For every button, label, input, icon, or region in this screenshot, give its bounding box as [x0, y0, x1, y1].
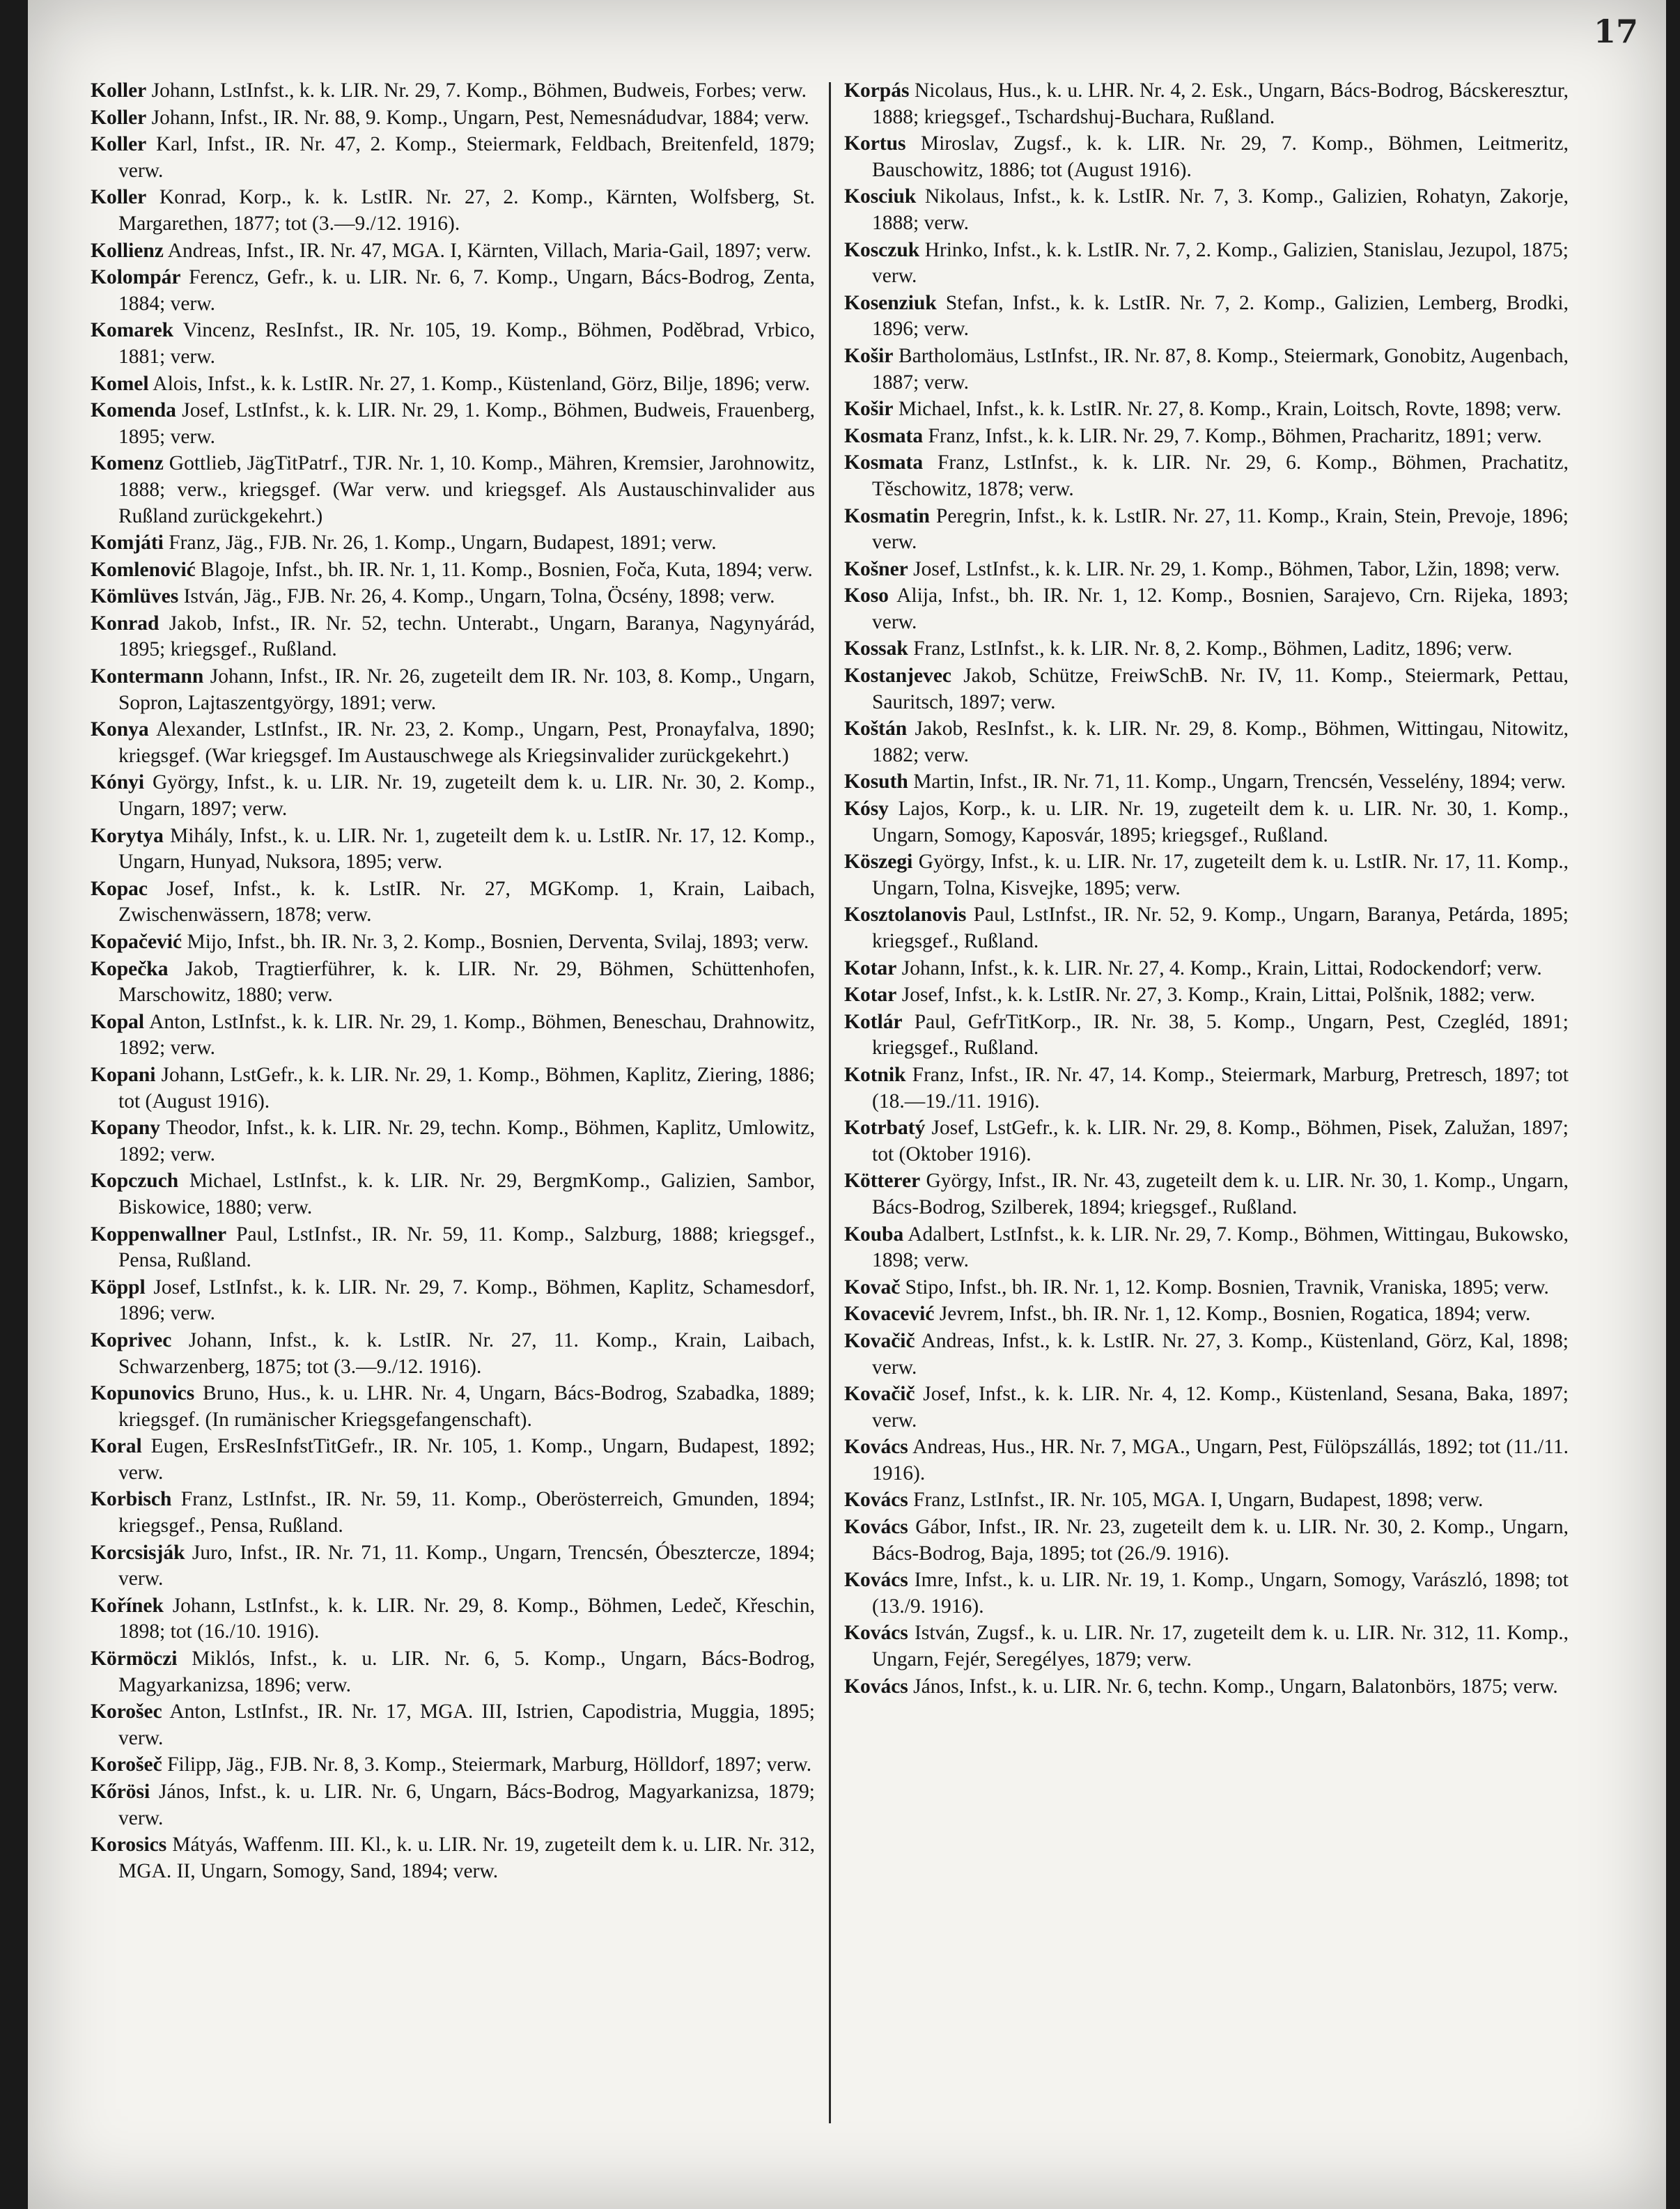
entry-details: Stefan, Infst., k. k. LstIR. Nr. 7, 2. Komp., Galizien, Lemberg, Brodki, 1896; verw. [872, 291, 1569, 341]
casualty-entry [91, 770, 815, 822]
casualty-entry [844, 1487, 1569, 1514]
entry-details: György, Infst., k. u. LIR. Nr. 17, zugeteilt dem k. u. LstIR. Nr. 17, 11. Komp., Ungarn, Tolna, Kisvejke, 1895; verw. [872, 851, 1569, 899]
entry-surname: Komarek [91, 319, 174, 342]
casualty-entry [91, 823, 815, 876]
entry-surname: Kopczuch [91, 1170, 179, 1193]
casualty-entry [844, 902, 1569, 954]
entry-surname: Kovács [844, 1489, 908, 1512]
entry-surname: Kossak [844, 637, 908, 660]
casualty-entry [91, 265, 815, 317]
entry-surname: Kollienz [91, 239, 164, 262]
column-divider [829, 82, 831, 2123]
entry-details: Johann, Infst., k. k. LstIR. Nr. 27, 11. Komp., Krain, Laibach, Schwarzenberg, 1875; tot (3.—9./12. 1916). [118, 1328, 815, 1378]
entry-details: Franz, LstInfst., k. k. LIR. Nr. 29, 6. Komp., Böhmen, Prachatitz, Těschowitz, 1878; verw. [872, 451, 1569, 500]
entry-details: Franz, Infst., IR. Nr. 47, 14. Komp., Steiermark, Marburg, Pretresch, 1897; tot (18.—19./11. 1916). [872, 1063, 1569, 1113]
entry-details: Andreas, Infst., k. k. LstIR. Nr. 27, 3. Komp., Küstenland, Görz, Kal, 1898; verw. [872, 1329, 1569, 1379]
entry-surname: Kosmata [844, 424, 924, 447]
entry-surname: Kopany [91, 1117, 161, 1140]
entry-surname: Kovács [844, 1569, 908, 1592]
entry-surname: Kömlüves [91, 585, 179, 608]
entry-details: Franz, LstInfst., k. k. LIR. Nr. 8, 2. Komp., Böhmen, Laditz, 1896; verw. [908, 637, 1513, 660]
entry-surname: Komenda [91, 399, 176, 422]
casualty-entry [844, 1275, 1569, 1301]
entry-details: Andreas, Infst., IR. Nr. 47, MGA. I, Kärnten, Villach, Maria-Gail, 1897; verw. [163, 239, 811, 262]
casualty-entry [844, 769, 1569, 796]
entry-surname: Kostanjevec [844, 665, 952, 688]
entry-surname: Kosenziuk [844, 291, 937, 314]
casualty-entry [844, 1222, 1569, 1274]
casualty-entry [844, 1062, 1569, 1115]
entry-details: Jevrem, Infst., bh. IR. Nr. 1, 12. Komp., Bosnien, Rogatica, 1894; verw. [934, 1303, 1531, 1326]
entry-details: Mijo, Infst., bh. IR. Nr. 3, 2. Komp., Bosnien, Derventa, Svilaj, 1893; verw. [182, 931, 809, 953]
entry-surname: Kovač [844, 1276, 901, 1299]
casualty-entry [91, 1168, 815, 1220]
entry-surname: Koso [844, 584, 889, 607]
document-page [28, 0, 1666, 2209]
entry-details: Nicolaus, Hus., k. u. LHR. Nr. 4, 2. Esk., Ungarn, Bács-Bodrog, Bácskeresztur, 1888; kriegsgef., Tschardshuj-Buchara, Rußland. [872, 79, 1569, 128]
casualty-entry [844, 1328, 1569, 1381]
casualty-entry [91, 105, 815, 132]
entry-details: Mátyás, Waffenm. III. Kl., k. u. LIR. Nr. 19, zugeteilt dem k. u. LIR. Nr. 312, MGA. II, Ungarn, Somogy, Sand, 1894; verw. [118, 1834, 815, 1882]
entry-surname: Kosmata [844, 451, 924, 474]
casualty-entry [91, 185, 815, 237]
entry-details: Stipo, Infst., bh. IR. Nr. 1, 12. Komp. Bosnien, Travnik, Vraniska, 1895; verw. [900, 1276, 1549, 1299]
entry-surname: Koller [91, 79, 147, 102]
casualty-entry [844, 424, 1569, 450]
casualty-entry [91, 398, 815, 450]
casualty-entry [91, 132, 815, 184]
casualty-entry [91, 1062, 815, 1115]
entry-details: Mihály, Infst., k. u. LIR. Nr. 1, zugeteilt dem k. u. LstIR. Nr. 17, 12. Komp., Ungarn, Hunyad, Nuksora, 1895; verw. [118, 824, 815, 874]
casualty-entry [91, 1752, 815, 1778]
casualty-entry [91, 1115, 815, 1168]
casualty-entry [844, 1567, 1569, 1620]
casualty-entry [844, 343, 1569, 396]
casualty-entry [91, 584, 815, 610]
left-column [91, 78, 815, 1885]
entry-surname: Korpás [844, 79, 910, 102]
entry-details: Theodor, Infst., k. k. LIR. Nr. 29, techn. Komp., Böhmen, Kaplitz, Umlowitz, 1892; verw. [118, 1117, 815, 1165]
entry-details: Jakob, ResInfst., k. k. LIR. Nr. 29, 8. Komp., Böhmen, Wittingau, Nitowitz, 1882; verw. [872, 718, 1569, 766]
entry-surname: Konya [91, 718, 149, 741]
casualty-entry [91, 371, 815, 398]
entry-details: Juro, Infst., IR. Nr. 71, 11. Komp., Ungarn, Trencsén, Óbesztercze, 1894; verw. [118, 1541, 815, 1590]
entry-details: János, Infst., k. u. LIR. Nr. 6, techn. Komp., Ungarn, Balatonbörs, 1875; verw. [908, 1675, 1558, 1698]
casualty-entry [91, 451, 815, 529]
entry-surname: Komlenović [91, 558, 196, 581]
entry-details: Franz, LstInfst., IR. Nr. 59, 11. Komp., Oberösterreich, Gmunden, 1894; kriegsgef., Pensa, Rußland. [118, 1488, 815, 1537]
entry-details: Paul, LstInfst., IR. Nr. 59, 11. Komp., Salzburg, 1888; kriegsgef., Pensa, Rußland. [118, 1223, 815, 1272]
casualty-entry [844, 1620, 1569, 1673]
casualty-entry [91, 1487, 815, 1539]
entry-details: Josef, LstGefr., k. k. LIR. Nr. 29, 8. Komp., Böhmen, Pisek, Zalužan, 1897; tot (Oktober 1916). [872, 1117, 1569, 1165]
entry-details: Michael, LstInfst., k. k. LIR. Nr. 29, BergmKomp., Galizien, Sambor, Biskowice, 1880; verw. [118, 1170, 815, 1218]
entry-surname: Köppl [91, 1276, 146, 1299]
entry-details: Franz, Infst., k. k. LIR. Nr. 29, 7. Komp., Böhmen, Pracharitz, 1891; verw. [923, 424, 1542, 447]
entry-details: Paul, GefrTitKorp., IR. Nr. 38, 5. Komp., Ungarn, Pest, Czegléd, 1891; kriegsgef., Rußland. [872, 1010, 1569, 1060]
entry-details: György, Infst., k. u. LIR. Nr. 19, zugeteilt dem k. u. LIR. Nr. 30, 2. Komp., Ungarn, 1897; verw. [118, 771, 815, 821]
casualty-entry [91, 1646, 815, 1698]
entry-surname: Kotar [844, 956, 897, 979]
entry-surname: Kopunovics [91, 1382, 195, 1405]
casualty-entry [844, 1009, 1569, 1062]
entry-surname: Komel [91, 372, 149, 395]
casualty-entry [844, 396, 1569, 423]
entry-details: Johann, Infst., IR. Nr. 26, zugeteilt dem IR. Nr. 103, 8. Komp., Ungarn, Sopron, Lajtaszentgyörgy, 1891; verw. [118, 665, 815, 714]
entry-details: Alija, Infst., bh. IR. Nr. 1, 12. Komp., Bosnien, Sarajevo, Crn. Rijeka, 1893; verw. [872, 584, 1569, 633]
casualty-entry [844, 716, 1569, 768]
entry-surname: Kovačič [844, 1329, 915, 1352]
entry-details: Ferencz, Gefr., k. u. LIR. Nr. 6, 7. Komp., Ungarn, Bács-Bodrog, Zenta, 1884; verw. [118, 266, 815, 315]
entry-surname: Kopac [91, 877, 148, 900]
entry-surname: Kovačič [844, 1383, 915, 1406]
casualty-entry [91, 238, 815, 265]
entry-surname: Koprivec [91, 1328, 172, 1351]
entry-surname: Kovács [844, 1436, 908, 1459]
entry-surname: Kopečka [91, 957, 169, 980]
entry-details: Peregrin, Infst., k. k. LstIR. Nr. 27, 11. Komp., Krain, Stein, Prevoje, 1896; verw. [872, 504, 1569, 554]
casualty-entry [844, 504, 1569, 556]
entry-details: Lajos, Korp., k. u. LIR. Nr. 19, zugeteilt dem k. u. LIR. Nr. 30, 1. Komp., Ungarn, Somogy, Kaposvár, 1895; kriegsgef., Rußland. [872, 798, 1569, 846]
casualty-entry [91, 557, 815, 584]
casualty-entry [91, 611, 815, 663]
casualty-entry [91, 1328, 815, 1380]
casualty-entry [91, 1779, 815, 1831]
casualty-entry [844, 663, 1569, 715]
casualty-entry [91, 956, 815, 1009]
casualty-entry [91, 1381, 815, 1433]
entry-details: Miroslav, Zugsf., k. k. LIR. Nr. 29, 7. Komp., Böhmen, Leitmeritz, Bauschowitz, 1886; tot (August 1916). [872, 132, 1569, 181]
entry-surname: Kosczuk [844, 238, 920, 261]
entry-surname: Korošec [91, 1700, 162, 1723]
casualty-entry [91, 318, 815, 370]
entry-surname: Kortus [844, 132, 906, 155]
entry-details: Johann, Infst., IR. Nr. 88, 9. Komp., Ungarn, Pest, Nemesnádudvar, 1884; verw. [146, 106, 809, 129]
entry-details: Johann, LstInfst., k. k. LIR. Nr. 29, 8. Komp., Böhmen, Ledeč, Křeschin, 1898; tot (16./10. 1916). [118, 1594, 815, 1643]
entry-details: István, Zugsf., k. u. LIR. Nr. 17, zugeteilt dem k. u. LIR. Nr. 312, 11. Komp., Ungarn, Fejér, Seregélyes, 1879; verw. [872, 1622, 1569, 1671]
casualty-entry [844, 1434, 1569, 1487]
right-column [844, 78, 1569, 1700]
casualty-entry [91, 1699, 815, 1751]
entry-surname: Koral [91, 1435, 142, 1458]
entry-details: Bruno, Hus., k. u. LHR. Nr. 4, Ungarn, Bács-Bodrog, Szabadka, 1889; kriegsgef. (In rumänischer Kriegsgefangenschaft). [118, 1382, 815, 1431]
entry-surname: Kosuth [844, 770, 908, 793]
entry-details: Alexander, LstInfst., IR. Nr. 23, 2. Komp., Ungarn, Pest, Pronayfalva, 1890; kriegsgef. (War kriegsgef. Im Austauschwege als Kriegsinvalider zurückgekehrt.) [118, 718, 815, 767]
entry-details: Bartholomäus, LstInfst., IR. Nr. 87, 8. Komp., Steiermark, Gonobitz, Augenbach, 1887; verw. [872, 344, 1569, 394]
casualty-entry [844, 1381, 1569, 1434]
entry-surname: Kopani [91, 1063, 156, 1086]
entry-surname: Korbisch [91, 1488, 172, 1511]
entry-details: Franz, Jäg., FJB. Nr. 26, 1. Komp., Ungarn, Budapest, 1891; verw. [163, 532, 717, 555]
casualty-entry [91, 1593, 815, 1645]
entry-surname: Kotnik [844, 1063, 906, 1086]
entry-surname: Komenz [91, 452, 164, 475]
casualty-entry [844, 78, 1569, 130]
entry-surname: Kontermann [91, 665, 204, 688]
entry-details: Johann, LstGefr., k. k. LIR. Nr. 29, 1. Komp., Böhmen, Kaplitz, Ziering, 1886; tot (August 1916). [118, 1063, 815, 1113]
casualty-entry [91, 717, 815, 769]
casualty-entry [844, 131, 1569, 183]
casualty-entry [844, 290, 1569, 343]
entry-details: Miklós, Infst., k. u. LIR. Nr. 6, 5. Komp., Ungarn, Bács-Bodrog, Magyarkanizsa, 1896; verw. [118, 1648, 815, 1696]
entry-surname: Kouba [844, 1223, 904, 1246]
entry-details: Alois, Infst., k. k. LstIR. Nr. 27, 1. Komp., Küstenland, Görz, Bilje, 1896; verw. [148, 372, 810, 395]
casualty-entry [844, 982, 1569, 1009]
casualty-entry [844, 557, 1569, 583]
casualty-entry [844, 796, 1569, 848]
casualty-entry [91, 1540, 815, 1592]
casualty-entry [91, 1434, 815, 1486]
entry-surname: Kósy [844, 798, 889, 821]
entry-surname: Komjáti [91, 532, 164, 555]
entry-details: Josef, LstInfst., k. k. LIR. Nr. 29, 7. Komp., Böhmen, Kaplitz, Schamesdorf, 1896; verw. [118, 1276, 815, 1325]
entry-surname: Košir [844, 398, 894, 421]
entry-details: Josef, LstInfst., k. k. LIR. Nr. 29, 1. Komp., Böhmen, Tabor, Lžin, 1898; verw. [908, 557, 1560, 580]
casualty-entry [91, 530, 815, 557]
casualty-entry [844, 956, 1569, 982]
entry-details: Vincenz, ResInfst., IR. Nr. 105, 19. Komp., Böhmen, Poděbrad, Vrbico, 1881; verw. [118, 319, 815, 368]
casualty-entry [844, 1115, 1569, 1168]
entry-details: Paul, LstInfst., IR. Nr. 52, 9. Komp., Ungarn, Baranya, Petárda, 1895; kriegsgef., Rußland. [872, 904, 1569, 952]
casualty-entry [844, 636, 1569, 662]
entry-surname: Korošeč [91, 1753, 162, 1776]
entry-surname: Kötterer [844, 1170, 921, 1193]
entry-details: Michael, Infst., k. k. LstIR. Nr. 27, 8. Komp., Krain, Loitsch, Rovte, 1898; verw. [893, 398, 1562, 421]
entry-details: Adalbert, LstInfst., k. k. LIR. Nr. 29, 7. Komp., Böhmen, Wittingau, Bukowsko, 1898; verw. [872, 1223, 1569, 1272]
entry-surname: Kovacević [844, 1303, 935, 1326]
entry-details: Franz, LstInfst., IR. Nr. 105, MGA. I, Ungarn, Budapest, 1898; verw. [908, 1489, 1484, 1512]
entry-details: Johann, LstInfst., k. k. LIR. Nr. 29, 7. Komp., Böhmen, Budweis, Forbes; verw. [146, 79, 807, 102]
casualty-entry [91, 664, 815, 716]
entry-surname: Koller [91, 133, 147, 156]
entry-surname: Kotar [844, 984, 897, 1007]
entry-surname: Koštán [844, 718, 908, 741]
casualty-entry [844, 1168, 1569, 1220]
entry-surname: Kovács [844, 1675, 908, 1698]
entry-surname: Koller [91, 106, 147, 129]
entry-details: Gottlieb, JägTitPatrf., TJR. Nr. 1, 10. Komp., Mähren, Kremsier, Jarohnowitz, 1888; verw., kriegsgef. (War verw. und kriegsgef. Als Austauschinvalider aus Rußland zurückgekehrt.) [118, 452, 815, 527]
entry-details: Nikolaus, Infst., k. k. LstIR. Nr. 7, 3. Komp., Galizien, Rohatyn, Zakorje, 1888; verw. [872, 185, 1569, 234]
casualty-entry [91, 929, 815, 956]
entry-surname: Kotrbatý [844, 1117, 926, 1140]
entry-details: Jakob, Schütze, FreiwSchB. Nr. IV, 11. Komp., Steiermark, Pettau, Sauritsch, 1897; verw. [872, 665, 1569, 713]
entry-surname: Kolompár [91, 266, 181, 289]
entry-details: Anton, LstInfst., k. k. LIR. Nr. 29, 1. Komp., Böhmen, Beneschau, Drahnowitz, 1892; verw. [118, 1010, 815, 1060]
entry-surname: Kosmatin [844, 504, 930, 527]
entry-details: Josef, Infst., k. k. LstIR. Nr. 27, 3. Komp., Krain, Littai, Polšnik, 1882; verw. [896, 984, 1535, 1007]
entry-surname: Košner [844, 557, 908, 580]
entry-surname: Kosztolanovis [844, 904, 967, 927]
casualty-entry [844, 1514, 1569, 1567]
entry-details: Jakob, Infst., IR. Nr. 52, techn. Unterabt., Ungarn, Baranya, Nagynyárád, 1895; kriegsgef., Rußland. [118, 612, 815, 661]
entry-surname: Körmöczi [91, 1648, 178, 1671]
entry-surname: Kotlár [844, 1010, 903, 1033]
entry-surname: Košir [844, 344, 894, 367]
entry-details: Konrad, Korp., k. k. LstIR. Nr. 27, 2. Komp., Kärnten, Wolfsberg, St. Margarethen, 1877; tot (3.—9./12. 1916). [118, 186, 815, 235]
entry-surname: Kovács [844, 1516, 908, 1539]
casualty-entry [91, 1222, 815, 1274]
entry-surname: Kopačević [91, 931, 182, 953]
casualty-entry [844, 849, 1569, 901]
casualty-entry [844, 1674, 1569, 1700]
casualty-entry [844, 184, 1569, 236]
entry-details: Karl, Infst., IR. Nr. 47, 2. Komp., Steiermark, Feldbach, Breitenfeld, 1879; verw. [118, 133, 815, 182]
entry-details: Eugen, ErsResInfstTitGefr., IR. Nr. 105, 1. Komp., Ungarn, Budapest, 1892; verw. [118, 1435, 815, 1484]
entry-details: Hrinko, Infst., k. k. LstIR. Nr. 7, 2. Komp., Galizien, Stanislau, Jezupol, 1875; verw. [872, 238, 1569, 288]
entry-surname: Koller [91, 186, 147, 209]
entry-details: Josef, Infst., k. k. LIR. Nr. 4, 12. Komp., Küstenland, Sesana, Baka, 1897; verw. [872, 1383, 1569, 1432]
entry-surname: Koppenwallner [91, 1223, 227, 1246]
casualty-entry [91, 1275, 815, 1327]
casualty-entry [844, 238, 1569, 290]
entry-details: Imre, Infst., k. u. LIR. Nr. 19, 1. Komp., Ungarn, Somogy, Varászló, 1898; tot (13./9. 1916). [872, 1569, 1569, 1618]
entry-details: Anton, LstInfst., IR. Nr. 17, MGA. III, Istrien, Capodistria, Muggia, 1895; verw. [118, 1700, 815, 1749]
entry-details: Andreas, Hus., HR. Nr. 7, MGA., Ungarn, Pest, Fülöpszállás, 1892; tot (11./11. 1916). [872, 1436, 1569, 1485]
entry-details: János, Infst., k. u. LIR. Nr. 6, Ungarn, Bács-Bodrog, Magyarkanizsa, 1879; verw. [118, 1781, 815, 1829]
casualty-entry [91, 78, 815, 104]
entry-surname: Kosciuk [844, 185, 917, 208]
entry-surname: Korcsisják [91, 1541, 185, 1564]
entry-details: Jakob, Tragtierführer, k. k. LIR. Nr. 29, Böhmen, Schüttenhofen, Marschowitz, 1880; verw. [118, 957, 815, 1007]
entry-details: György, Infst., IR. Nr. 43, zugeteilt dem k. u. LIR. Nr. 30, 1. Komp., Ungarn, Bács-Bodrog, Szilberek, 1894; kriegsgef., Rußland. [872, 1170, 1569, 1218]
casualty-entry [844, 1301, 1569, 1328]
casualty-entry [91, 876, 815, 929]
entry-surname: Kopal [91, 1010, 145, 1033]
entry-details: Josef, LstInfst., k. k. LIR. Nr. 29, 1. Komp., Böhmen, Budweis, Frauenberg, 1895; verw. [118, 399, 815, 448]
entry-surname: Kovács [844, 1622, 908, 1645]
casualty-entry [844, 583, 1569, 635]
page-number: 17 [1593, 13, 1638, 50]
entry-details: Johann, Infst., k. k. LIR. Nr. 27, 4. Komp., Krain, Littai, Rodockendorf; verw. [896, 956, 1542, 979]
casualty-entry [91, 1009, 815, 1062]
entry-details: István, Jäg., FJB. Nr. 26, 4. Komp., Ungarn, Tolna, Öcsény, 1898; verw. [178, 585, 775, 608]
entry-details: Josef, Infst., k. k. LstIR. Nr. 27, MGKomp. 1, Krain, Laibach, Zwischenwässern, 1878; verw. [118, 877, 815, 927]
entry-surname: Köszegi [844, 851, 913, 874]
entry-surname: Korosics [91, 1834, 167, 1857]
entry-surname: Korytya [91, 824, 164, 847]
casualty-entry [844, 450, 1569, 502]
entry-surname: Kónyi [91, 771, 145, 794]
entry-surname: Kořínek [91, 1594, 164, 1617]
entry-details: Gábor, Infst., IR. Nr. 23, zugeteilt dem k. u. LIR. Nr. 30, 2. Komp., Ungarn, Bács-Bodrog, Baja, 1895; tot (26./9. 1916). [872, 1516, 1569, 1565]
entry-surname: Konrad [91, 612, 160, 635]
entry-details: Filipp, Jäg., FJB. Nr. 8, 3. Komp., Steiermark, Marburg, Hölldorf, 1897; verw. [162, 1753, 812, 1776]
casualty-entry [91, 1832, 815, 1884]
entry-details: Blagoje, Infst., bh. IR. Nr. 1, 11. Komp., Bosnien, Foča, Kuta, 1894; verw. [195, 558, 813, 581]
entry-surname: Kőrösi [91, 1781, 150, 1803]
entry-details: Martin, Infst., IR. Nr. 71, 11. Komp., Ungarn, Trencsén, Vesselény, 1894; verw. [908, 770, 1566, 793]
